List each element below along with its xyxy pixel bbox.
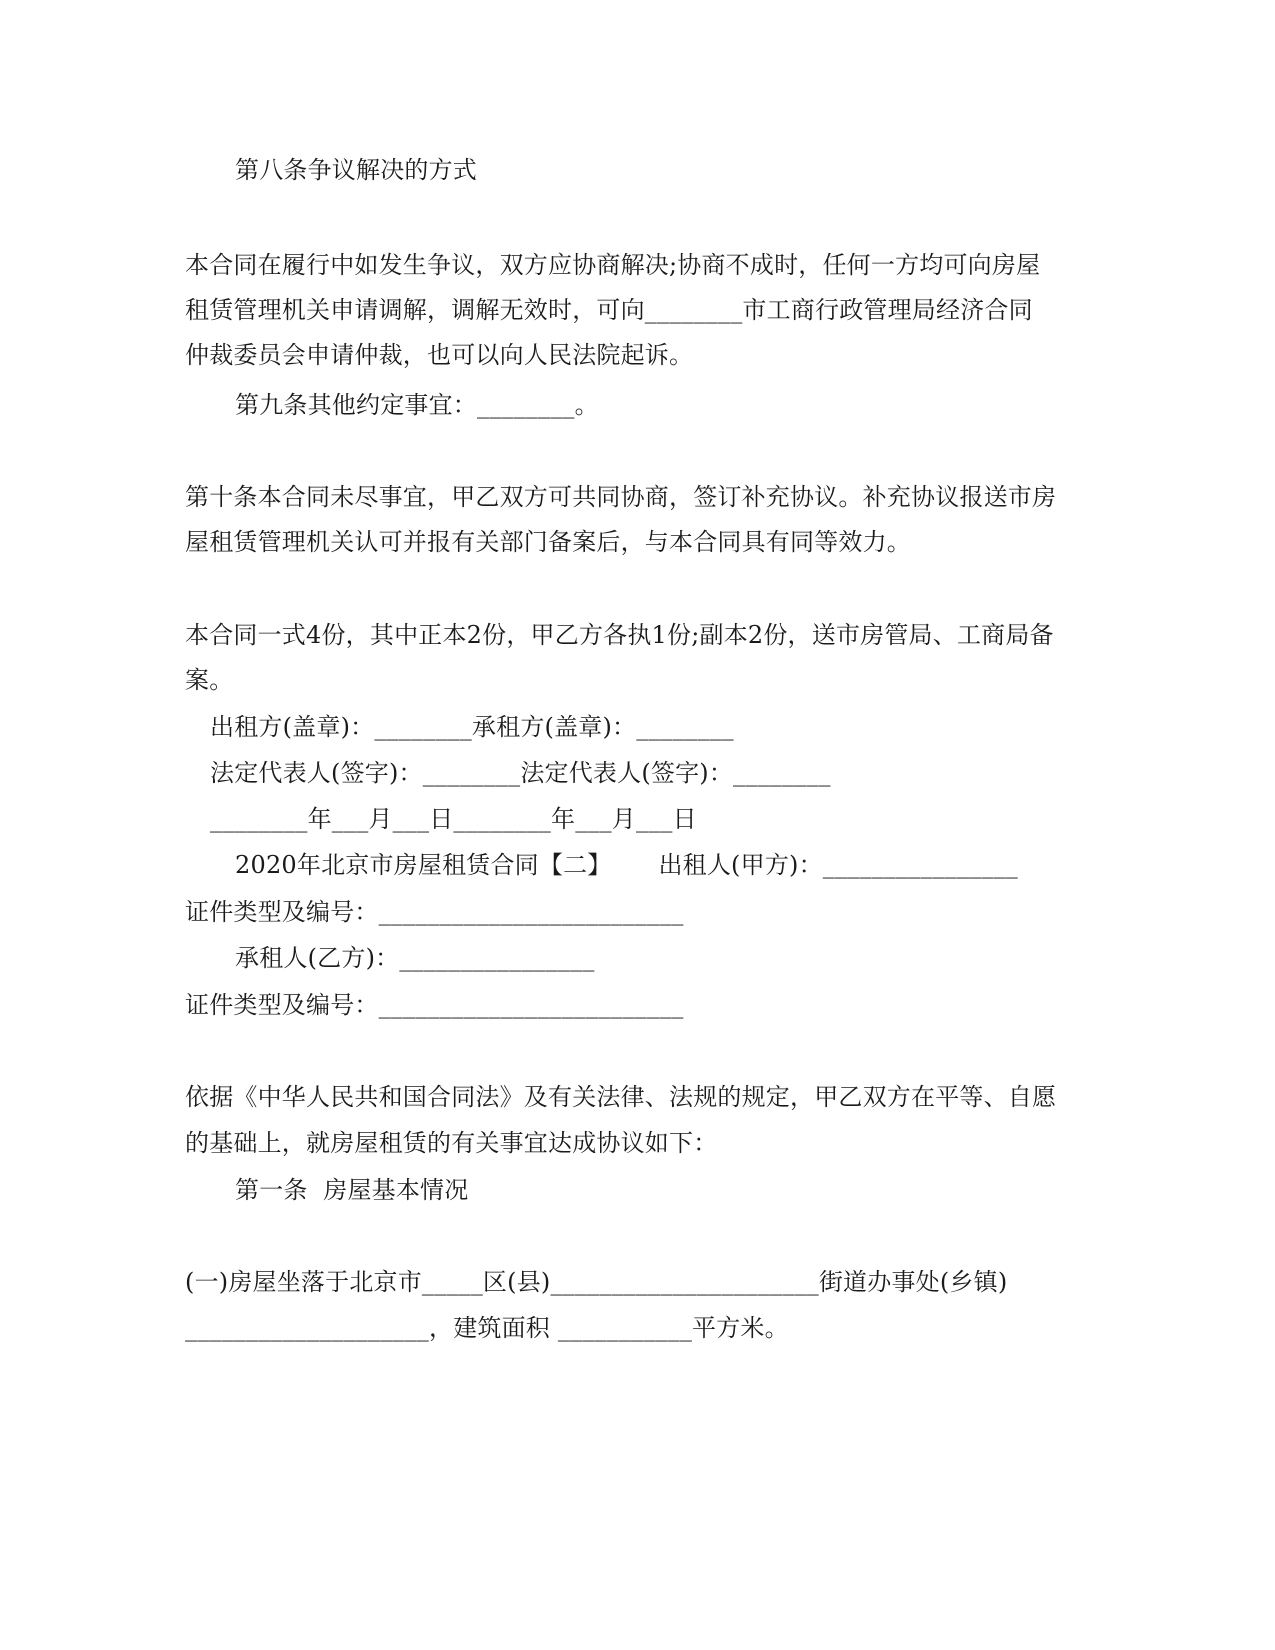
article-8-text-line-1: 本合同在履行中如发生争议，双方应协商解决;协商不成时，任何一方均可向房屋 xyxy=(185,251,1041,279)
copies-text-line-2: 案。 xyxy=(185,666,234,694)
article-8-text-line-3: 仲裁委员会申请仲裁，也可以向人民法院起诉。 xyxy=(185,341,694,369)
article-8-text-line-2: 租赁管理机关申请调解，调解无效时，可向________市工商行政管理局经济合同 xyxy=(185,296,1033,324)
date-line: ________年___月___日________年___月___日 xyxy=(210,805,697,833)
article-8-heading: 第八条争议解决的方式 xyxy=(235,156,477,184)
article-1-item-1-line-2: ____________________，建筑面积 ___________平方米。 xyxy=(185,1314,789,1342)
article-9-text: 第九条其他约定事宜：________。 xyxy=(235,391,599,419)
preamble-line-2: 的基础上，就房屋租赁的有关事宜达成协议如下： xyxy=(185,1129,718,1157)
contract-2-title-lessor-line: 2020年北京市房屋租赁合同【二】 出租人(甲方)：________________ xyxy=(235,851,1018,879)
legal-representative-line: 法定代表人(签字)：________法定代表人(签字)：________ xyxy=(210,759,831,787)
signature-seal-line: 出租方(盖章)：________承租方(盖章)：________ xyxy=(210,713,734,741)
preamble-line-1: 依据《中华人民共和国合同法》及有关法律、法规的规定，甲乙双方在平等、自愿 xyxy=(185,1083,1057,1111)
lessee-id-line: 证件类型及编号：_________________________ xyxy=(185,991,684,1019)
article-1-heading: 第一条 房屋基本情况 xyxy=(235,1176,469,1204)
article-10-text-line-1: 第十条本合同未尽事宜，甲乙双方可共同协商，签订补充协议。补充协议报送市房 xyxy=(185,483,1057,511)
article-10-text-line-2: 屋租赁管理机关认可并报有关部门备案后，与本合同具有同等效力。 xyxy=(185,528,911,556)
article-1-item-1-line-1: (一)房屋坐落于北京市_____区(县)______________________街道办事处(乡镇) xyxy=(185,1268,1008,1296)
lessor-id-line: 证件类型及编号：_________________________ xyxy=(185,898,684,926)
copies-text-line-1: 本合同一式4份，其中正本2份，甲乙方各执1份;副本2份，送市房管局、工商局备 xyxy=(185,621,1054,649)
lessee-line: 承租人(乙方)：________________ xyxy=(235,944,595,972)
